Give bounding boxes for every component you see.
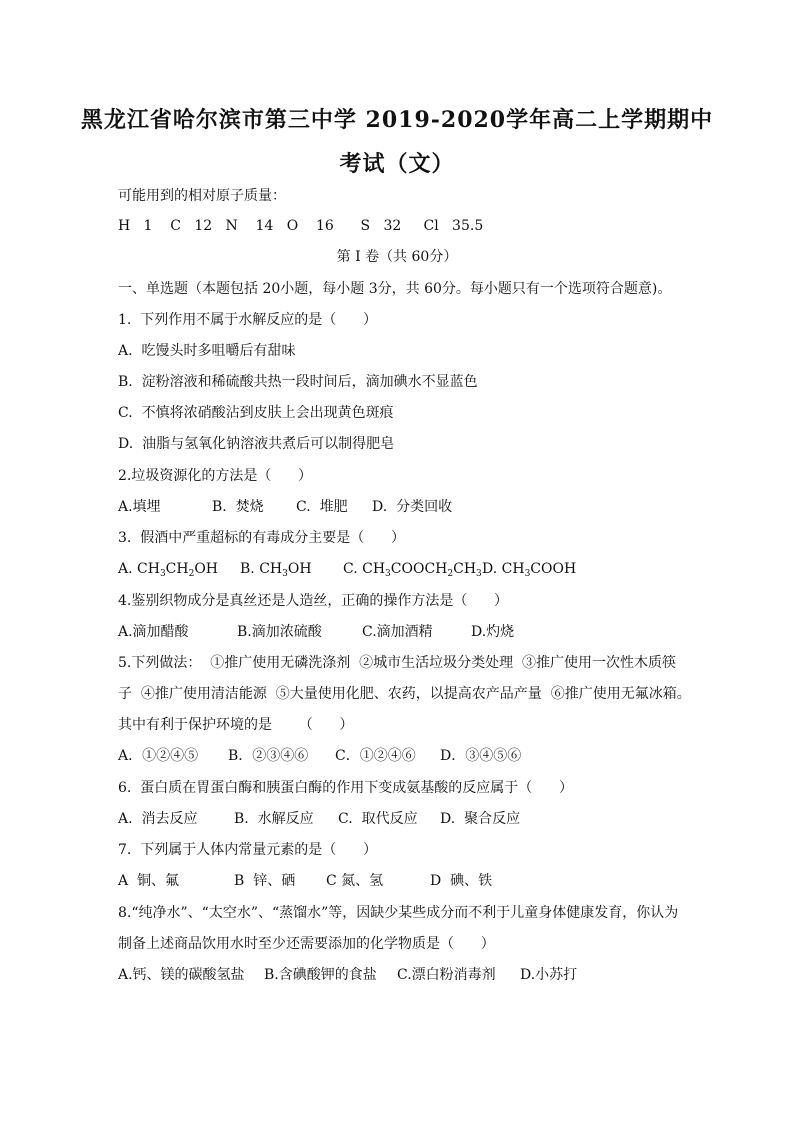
formula-part: COOH [530, 561, 577, 577]
question-5-stem-line-3: 其中有利于保护环境的是 （ ） [118, 717, 354, 733]
formula-subscript: 3 [159, 569, 166, 579]
question-1-option-b: B. 淀粉溶液和稀硫酸共热一段时间后，滴加碘水不显蓝色 [118, 374, 478, 390]
question-1-stem: 1. 下列作用不属于水解反应的是（ ） [118, 312, 377, 328]
question-3-stem: 3. 假酒中严重超标的有毒成分主要是（ ） [118, 530, 405, 546]
formula-part: CH [362, 561, 386, 577]
question-6-option-b: B. 水解反应 [234, 811, 314, 827]
question-7-option-c: C 氮、氢 [326, 873, 384, 889]
question-3-option-d [482, 559, 576, 579]
question-7-option-b: B 锌、硒 [234, 873, 296, 889]
question-7-option-d: D 碘、铁 [430, 873, 493, 889]
question-6-stem: 6. 蛋白质在胃蛋白酶和胰蛋白酶的作用下变成氨基酸的反应属于（ ） [118, 780, 573, 796]
question-4-option-a: A.滴加醋酸 [118, 624, 189, 640]
question-8-option-a: A.钙、镁的碳酸氢盐 [118, 967, 245, 983]
formula-subscript: 3 [524, 569, 531, 579]
question-8-option-b: B.含碘酸钾的食盐 [264, 967, 377, 983]
formula-subscript: 2 [447, 569, 454, 579]
formula-part: CH [137, 561, 160, 577]
question-2-option-c: C. 堆肥 [296, 499, 348, 515]
formula-part: OH [194, 561, 219, 577]
formula-part: CH [259, 561, 283, 577]
formula-part: OH [287, 561, 312, 577]
question-6-options [118, 809, 678, 829]
formula-part: CH [453, 561, 477, 577]
option-label: B. [240, 561, 260, 577]
exam-title-line-1: 黑龙江省哈尔滨市第三中学 2019-2020学年高二上学期期中 [80, 107, 714, 133]
question-8-options [118, 965, 678, 985]
question-4-option-c: C.滴加酒精 [362, 624, 433, 640]
question-5-stem-line-2: 子 ④推广使用清洁能源 ⑤大量使用化肥、农药，以提高农产品产量 ⑥推广使用无氟冰箱。 [118, 686, 691, 702]
question-1-option-c: C. 不慎将浓硝酸沾到皮肤上会出现黄色斑痕 [118, 405, 394, 421]
question-4-stem: 4.鉴别织物成分是真丝还是人造丝，正确的操作方法是（ ） [118, 593, 509, 609]
question-2-options [118, 497, 678, 517]
question-8-option-c: C.漂白粉消毒剂 [397, 967, 496, 983]
question-8-option-d: D.小苏打 [520, 967, 578, 983]
formula-subscript: 3 [476, 569, 482, 579]
question-1-option-a: A. 吃馒头时多咀嚼后有甜味 [118, 343, 296, 359]
question-2-option-a: A.填埋 [118, 499, 161, 515]
question-4-option-b: B.滴加浓硫酸 [237, 624, 322, 640]
question-3-option-c [343, 559, 482, 579]
question-1-option-d: D. 油脂与氢氧化钠溶液共煮后可以制得肥皂 [118, 436, 395, 452]
question-2-option-d: D. 分类回收 [372, 499, 453, 515]
formula-subscript: 3 [282, 569, 288, 579]
question-7-stem: 7. 下列属于人体内常量元素的是（ ） [118, 842, 377, 858]
question-7-options [118, 871, 678, 891]
question-6-option-a: A. 消去反应 [118, 811, 198, 827]
question-5-option-c: C．①②④⑥ [335, 748, 416, 764]
question-8-stem-line-1: 8.“纯净水”、“太空水”、“蒸馏水”等，因缺少某些成分而不利于儿童身体健康发育，你认为 [118, 905, 679, 921]
formula-part: COOCH [390, 561, 448, 577]
option-label: A. [118, 561, 138, 577]
question-3-option-a [118, 559, 218, 579]
atomic-mass-values: H 1 C 12 N 14 O 16 S 32 Cl 35.5 [118, 218, 484, 234]
option-label: C. [343, 561, 363, 577]
question-3-option-b [240, 559, 312, 579]
formula-subscript: 2 [188, 569, 195, 579]
question-2-option-b: B. 焚烧 [212, 499, 264, 515]
question-8-stem-line-2: 制备上述商品饮用水时至少还需要添加的化学物质是（ ） [118, 936, 495, 952]
question-3-options [118, 559, 678, 579]
question-5-stem-line-1: 5.下列做法： ①推广使用无磷洗涤剂 ②城市生活垃圾分类处理 ③推广使用一次性木质筷 [118, 655, 677, 671]
question-6-option-c: C. 取代反应 [338, 811, 418, 827]
formula-part: CH [501, 561, 525, 577]
question-4-option-d: D.灼烧 [471, 624, 515, 640]
question-5-options [118, 746, 678, 766]
question-5-option-a: A．①②④⑤ [118, 748, 199, 764]
question-7-option-a: A 铜、氟 [118, 873, 180, 889]
question-4-options [118, 622, 678, 642]
question-2-stem: 2.垃圾资源化的方法是（ ） [118, 468, 313, 484]
question-6-option-d: D. 聚合反应 [440, 811, 521, 827]
formula-part: CH [165, 561, 189, 577]
question-5-option-b: B．②③④⑥ [228, 748, 309, 764]
option-label: D. [482, 561, 502, 577]
section-instructions: 一、单选题（本题包括 20小题，每小题 3分，共 60分。每小题只有一个选项符合题意)。 [118, 281, 672, 297]
question-5-option-d: D．③④⑤⑥ [440, 748, 522, 764]
formula-subscript: 3 [385, 569, 391, 579]
volume-title: 第 I 卷（共 60分） [336, 249, 458, 265]
exam-title-line-2: 考试（文） [339, 151, 455, 177]
atomic-mass-heading: 可能用到的相对原子质量： [118, 188, 286, 204]
